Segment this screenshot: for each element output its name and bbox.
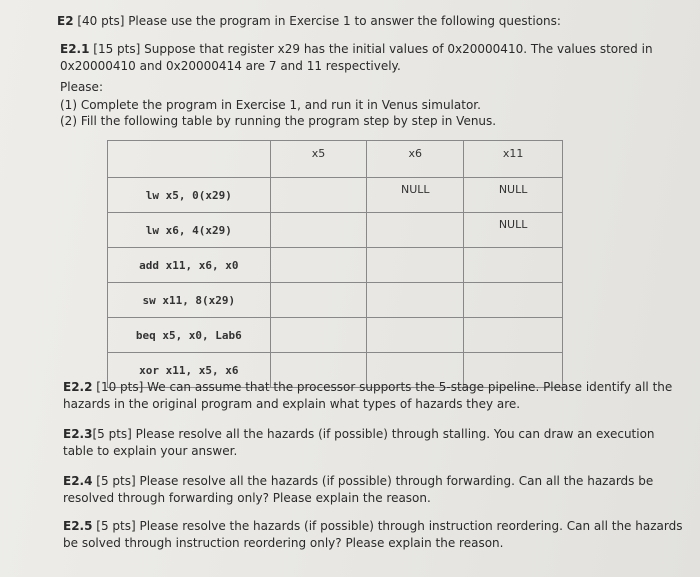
- value-cell-x6[interactable]: [367, 318, 464, 353]
- value-cell-x11[interactable]: [464, 283, 563, 318]
- e2-text: [40 pts] Please use the program in Exercise 1 to answer the following questions:: [73, 14, 561, 28]
- value-cell-x5[interactable]: [270, 283, 367, 318]
- e23-line2: table to explain your answer.: [63, 444, 238, 458]
- e21-line2: 0x20000410 and 0x20000414 are 7 and 11 respectively.: [60, 59, 401, 73]
- header-cell-x11: x11: [464, 141, 563, 178]
- e25-line2: be solved through instruction reordering only? Please explain the reason.: [63, 536, 504, 550]
- e24-line1: [63, 473, 653, 489]
- e23-text1: [5 pts] Please resolve all the hazards (if possible) through stalling. You can draw an execution: [92, 427, 655, 441]
- table-row: [108, 318, 563, 353]
- e21-text1: [15 pts] Suppose that register x29 has the initial values of 0x20000410. The values stored in: [89, 42, 653, 56]
- value-cell-x11[interactable]: [464, 318, 563, 353]
- instruction-cell: beq x5, x0, Lab6: [108, 318, 271, 353]
- table-row: [108, 178, 563, 213]
- header-cell-empty: [108, 141, 271, 178]
- e24-label: E2.4: [63, 474, 93, 488]
- header-cell-x6: x6: [367, 141, 464, 178]
- value-cell-x5[interactable]: [270, 213, 367, 248]
- instruction-cell: sw x11, 8(x29): [108, 283, 271, 318]
- value-cell-x6[interactable]: NULL: [367, 178, 464, 213]
- instruction-cell: lw x5, 0(x29): [108, 178, 271, 213]
- e24-text1: [5 pts] Please resolve all the hazards (if possible) through forwarding. Can all the hazards be: [92, 474, 654, 488]
- table-row: [108, 248, 563, 283]
- e21-line1: [60, 41, 653, 57]
- value-cell-x11[interactable]: NULL: [464, 178, 563, 213]
- e24-line2: resolved through forwarding only? Please explain the reason.: [63, 491, 431, 505]
- e22-line2: hazards in the original program and explain what types of hazards they are.: [63, 397, 521, 411]
- e22-text1: [10 pts] We can assume that the processor supports the 5-stage pipeline. Please identify all the: [92, 380, 673, 394]
- e21-please: Please:: [60, 80, 103, 94]
- e23-label: E2.3: [63, 427, 93, 441]
- value-cell-x5[interactable]: [270, 318, 367, 353]
- instruction-cell: add x11, x6, x0: [108, 248, 271, 283]
- e21-item1: (1) Complete the program in Exercise 1, and run it in Venus simulator.: [60, 98, 481, 112]
- instruction-cell: lw x6, 4(x29): [108, 213, 271, 248]
- e22-label: E2.2: [63, 380, 93, 394]
- table-row: [108, 283, 563, 318]
- e25-label: E2.5: [63, 519, 93, 533]
- e2-heading: [57, 13, 561, 29]
- e21-label: E2.1: [60, 42, 90, 56]
- value-cell-x11[interactable]: [464, 248, 563, 283]
- value-cell-x6[interactable]: [367, 283, 464, 318]
- e25-line1: [63, 518, 682, 534]
- header-cell-x5: x5: [270, 141, 367, 178]
- e25-text1: [5 pts] Please resolve the hazards (if possible) through instruction reordering. Can all the hazards: [92, 519, 683, 533]
- value-cell-x11[interactable]: NULL: [464, 213, 563, 248]
- e2-label: E2: [57, 14, 74, 28]
- register-table: [107, 140, 563, 388]
- table-header-row: [108, 141, 563, 178]
- value-cell-x6[interactable]: [367, 248, 464, 283]
- e23-line1: [63, 426, 655, 442]
- value-cell-x5[interactable]: [270, 178, 367, 213]
- instruction-cell: xor x11, x5, x6: [108, 353, 271, 388]
- e21-item2: (2) Fill the following table by running the program step by step in Venus.: [60, 114, 497, 128]
- value-cell-x6[interactable]: [367, 213, 464, 248]
- value-cell-x5[interactable]: [270, 248, 367, 283]
- table-row: [108, 213, 563, 248]
- e22-line1: [63, 379, 672, 395]
